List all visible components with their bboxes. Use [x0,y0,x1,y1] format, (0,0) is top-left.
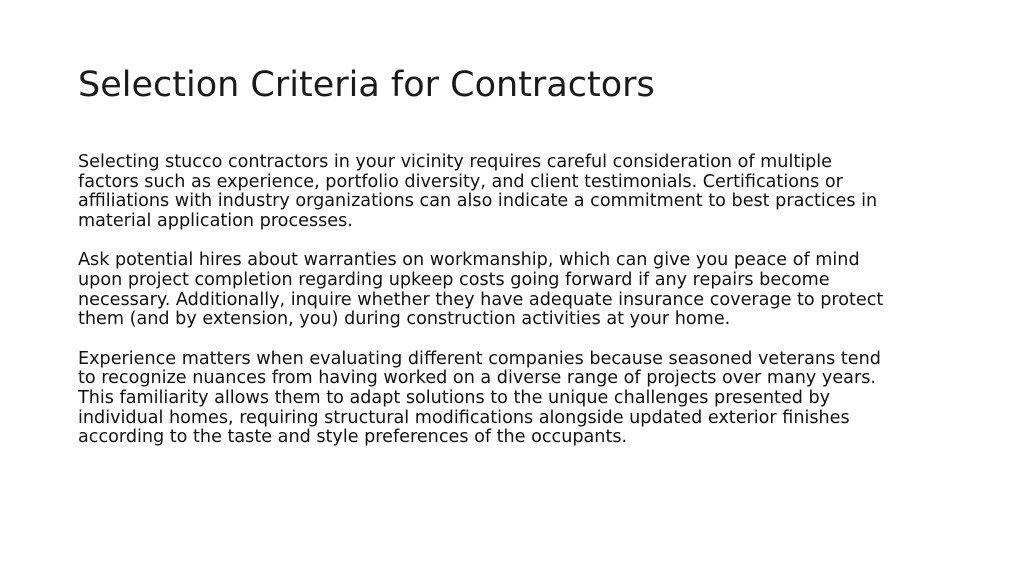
paragraph-line: to recognize nuances from having worked on a diverse range of projects over many years. [78,368,876,389]
paragraph-2 [78,251,958,329]
paragraph-line: upon project completion regarding upkeep costs going forward if any repairs become [78,269,830,290]
paragraph-line: material application processes. [78,210,353,231]
paragraph-line: Selecting stucco contractors in your vicinity requires careful consideration of multiple [78,152,833,172]
paragraph-line: factors such as experience, portfolio diversity, and client testimonials. Certifications or [78,171,843,192]
paragraph-line: This familiarity allows them to adapt solutions to the unique challenges presented by [78,387,831,408]
slide-title: Selection Criteria for Contractors [78,65,655,105]
paragraph-3 [78,350,958,448]
paragraph-line: Ask potential hires about warranties on workmanship, which can give you peace of mind [78,250,860,271]
paragraph-line: according to the taste and style preferences of the occupants. [78,427,628,448]
paragraph-line: them (and by extension, you) during construction activities at your home. [78,309,731,330]
paragraph-line: affiliations with industry organizations can also indicate a commitment to best practices in [78,191,878,212]
paragraph-line: individual homes, requiring structural modifications alongside updated exterior finishes [78,407,850,428]
paragraph-line: Experience matters when evaluating different companies because seasoned veterans tend [78,348,881,369]
slide-body [78,153,958,468]
paragraph-1 [78,153,958,231]
paragraph-line: necessary. Additionally, inquire whether they have adequate insurance coverage to protect [78,289,884,310]
